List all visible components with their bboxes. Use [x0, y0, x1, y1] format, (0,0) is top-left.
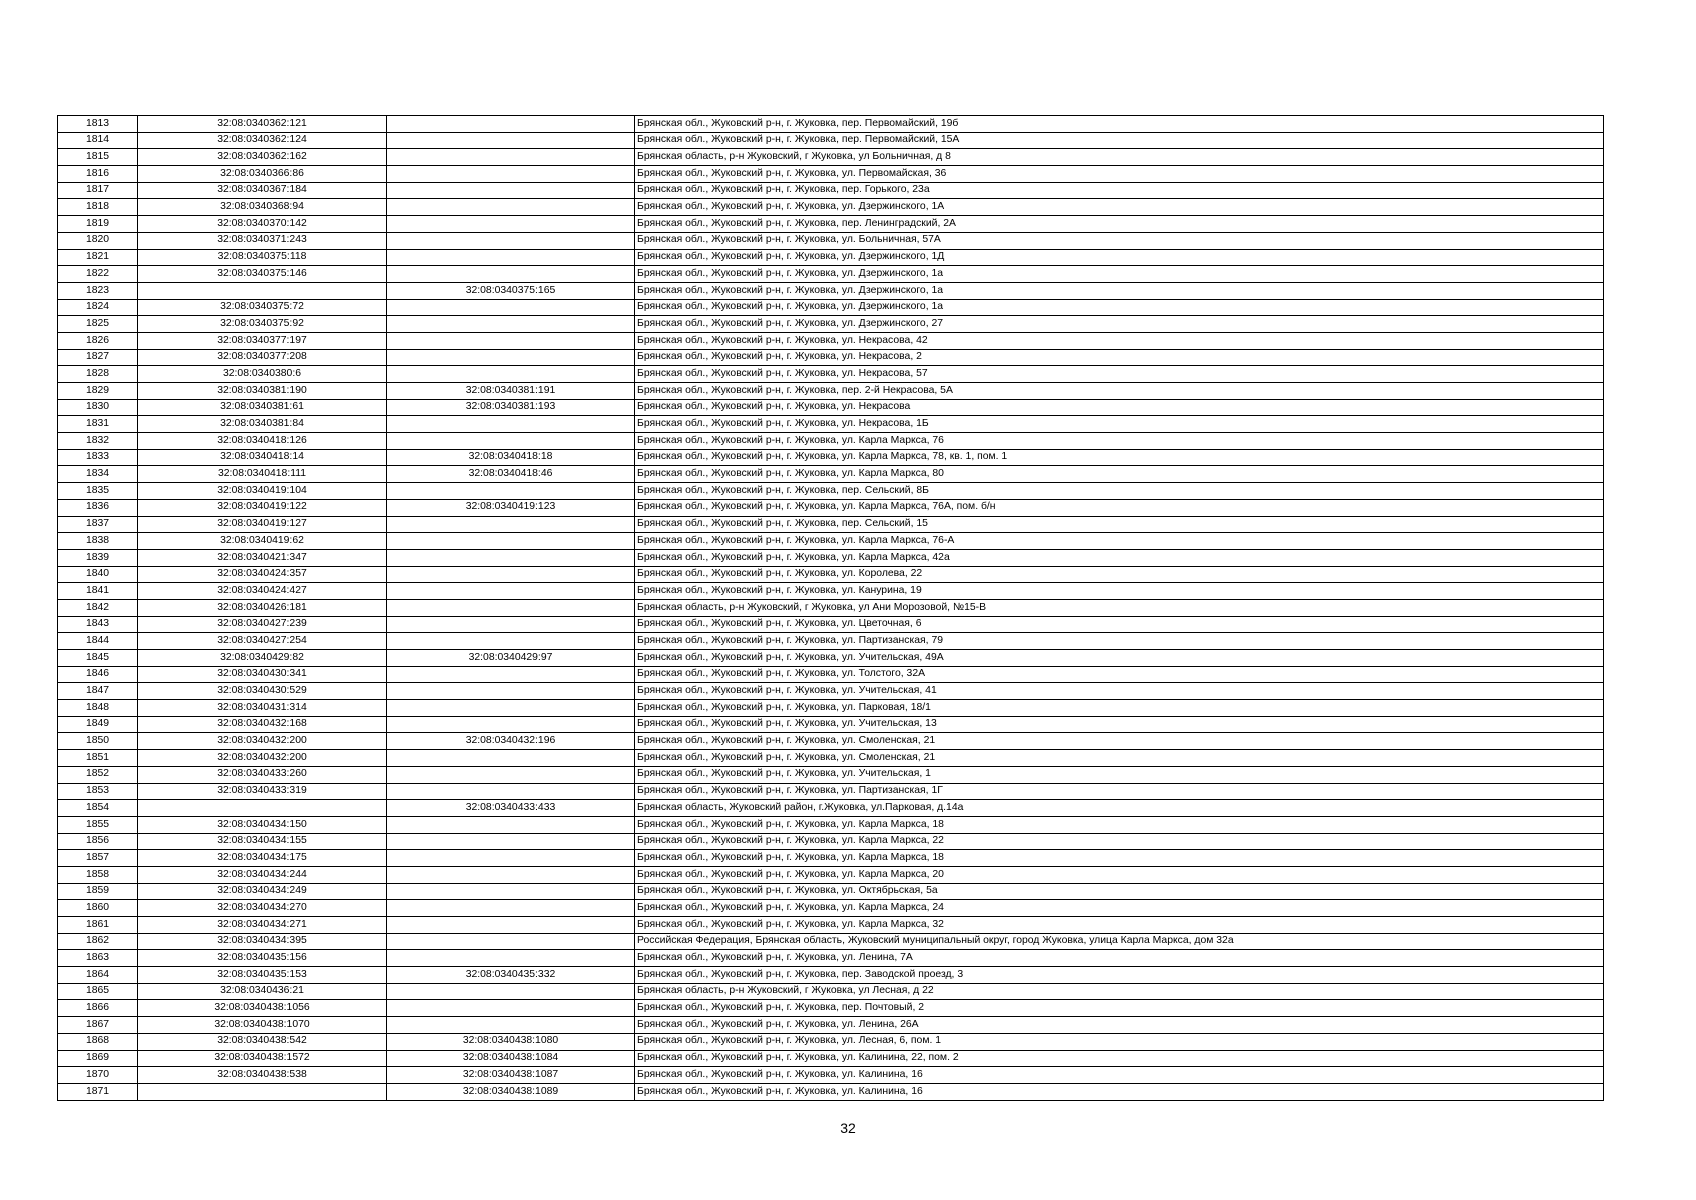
- related-cadastral-number-cell: [387, 783, 635, 800]
- row-number-cell: 1822: [58, 266, 138, 283]
- table-row: [58, 616, 1604, 633]
- row-number-cell: 1858: [58, 866, 138, 883]
- address-cell: Брянская обл., Жуковский р-н, г. Жуковка, ул. Толстого, 32А: [635, 666, 1604, 683]
- table-row: [58, 650, 1604, 667]
- cadastral-number-cell: 32:08:0340434:270: [138, 900, 387, 917]
- related-cadastral-number-cell: 32:08:0340438:1087: [387, 1067, 635, 1084]
- related-cadastral-number-cell: [387, 132, 635, 149]
- cadastral-number-cell: 32:08:0340426:181: [138, 599, 387, 616]
- table-row: [58, 249, 1604, 266]
- address-cell: Брянская обл., Жуковский р-н, г. Жуковка, пер. Первомайский, 15А: [635, 132, 1604, 149]
- cadastral-number-cell: 32:08:0340362:124: [138, 132, 387, 149]
- row-number-cell: 1829: [58, 383, 138, 400]
- address-cell: Брянская обл., Жуковский р-н, г. Жуковка, ул. Парковая, 18/1: [635, 700, 1604, 717]
- address-cell: Брянская обл., Жуковский р-н, г. Жуковка, ул. Лесная, 6, пом. 1: [635, 1033, 1604, 1050]
- row-number-cell: 1844: [58, 633, 138, 650]
- cadastral-number-cell: 32:08:0340381:84: [138, 416, 387, 433]
- related-cadastral-number-cell: [387, 433, 635, 450]
- related-cadastral-number-cell: [387, 616, 635, 633]
- row-number-cell: 1850: [58, 733, 138, 750]
- row-number-cell: 1847: [58, 683, 138, 700]
- address-cell: Брянская обл., Жуковский р-н, г. Жуковка, ул. Некрасова, 57: [635, 366, 1604, 383]
- related-cadastral-number-cell: [387, 232, 635, 249]
- table-row: [58, 116, 1604, 133]
- row-number-cell: 1851: [58, 750, 138, 767]
- cadastral-number-cell: 32:08:0340418:111: [138, 466, 387, 483]
- related-cadastral-number-cell: [387, 716, 635, 733]
- row-number-cell: 1816: [58, 166, 138, 183]
- table-row: [58, 733, 1604, 750]
- address-cell: Брянская обл., Жуковский р-н, г. Жуковка, пер. 2-й Некрасова, 5А: [635, 383, 1604, 400]
- row-number-cell: 1864: [58, 967, 138, 984]
- table-row: [58, 449, 1604, 466]
- row-number-cell: 1814: [58, 132, 138, 149]
- related-cadastral-number-cell: [387, 950, 635, 967]
- table-row: [58, 633, 1604, 650]
- cadastral-number-cell: 32:08:0340432:200: [138, 733, 387, 750]
- row-number-cell: 1837: [58, 516, 138, 533]
- related-cadastral-number-cell: 32:08:0340429:97: [387, 650, 635, 667]
- address-cell: Брянская обл., Жуковский р-н, г. Жуковка, пер. Заводской проезд, 3: [635, 967, 1604, 984]
- related-cadastral-number-cell: [387, 816, 635, 833]
- address-cell: Брянская область, р-н Жуковский, г Жуковка, ул Больничная, д 8: [635, 149, 1604, 166]
- address-cell: Брянская обл., Жуковский р-н, г. Жуковка, ул. Карла Маркса, 20: [635, 866, 1604, 883]
- address-cell: Брянская обл., Жуковский р-н, г. Жуковка, ул. Партизанская, 1Г: [635, 783, 1604, 800]
- cadastral-number-cell: 32:08:0340362:121: [138, 116, 387, 133]
- address-cell: Брянская обл., Жуковский р-н, г. Жуковка, ул. Карла Маркса, 76: [635, 433, 1604, 450]
- table-row: [58, 666, 1604, 683]
- row-number-cell: 1856: [58, 833, 138, 850]
- table-row: [58, 933, 1604, 950]
- cadastral-number-cell: 32:08:0340381:61: [138, 399, 387, 416]
- registry-table-body: [58, 116, 1604, 1101]
- registry-table: [57, 115, 1604, 1101]
- cadastral-number-cell: 32:08:0340366:86: [138, 166, 387, 183]
- address-cell: Брянская обл., Жуковский р-н, г. Жуковка, ул. Учительская, 1: [635, 766, 1604, 783]
- related-cadastral-number-cell: 32:08:0340375:165: [387, 282, 635, 299]
- table-row: [58, 399, 1604, 416]
- table-row: [58, 499, 1604, 516]
- related-cadastral-number-cell: [387, 633, 635, 650]
- address-cell: Брянская обл., Жуковский р-н, г. Жуковка, ул. Дзержинского, 1а: [635, 266, 1604, 283]
- row-number-cell: 1845: [58, 650, 138, 667]
- address-cell: Брянская обл., Жуковский р-н, г. Жуковка, ул. Калинина, 22, пом. 2: [635, 1050, 1604, 1067]
- table-row: [58, 332, 1604, 349]
- cadastral-number-cell: 32:08:0340381:190: [138, 383, 387, 400]
- related-cadastral-number-cell: [387, 366, 635, 383]
- row-number-cell: 1823: [58, 282, 138, 299]
- table-row: [58, 166, 1604, 183]
- cadastral-number-cell: 32:08:0340438:1056: [138, 1000, 387, 1017]
- cadastral-number-cell: 32:08:0340436:21: [138, 983, 387, 1000]
- address-cell: Брянская обл., Жуковский р-н, г. Жуковка, ул. Калинина, 16: [635, 1067, 1604, 1084]
- related-cadastral-number-cell: [387, 900, 635, 917]
- related-cadastral-number-cell: [387, 583, 635, 600]
- table-row: [58, 366, 1604, 383]
- related-cadastral-number-cell: [387, 199, 635, 216]
- address-cell: Брянская обл., Жуковский р-н, г. Жуковка, ул. Некрасова, 2: [635, 349, 1604, 366]
- related-cadastral-number-cell: 32:08:0340381:193: [387, 399, 635, 416]
- row-number-cell: 1813: [58, 116, 138, 133]
- cadastral-number-cell: 32:08:0340424:427: [138, 583, 387, 600]
- address-cell: Брянская обл., Жуковский р-н, г. Жуковка, ул. Карла Маркса, 24: [635, 900, 1604, 917]
- related-cadastral-number-cell: [387, 933, 635, 950]
- related-cadastral-number-cell: [387, 349, 635, 366]
- related-cadastral-number-cell: 32:08:0340433:433: [387, 800, 635, 817]
- table-row: [58, 416, 1604, 433]
- table-row: [58, 800, 1604, 817]
- address-cell: Брянская обл., Жуковский р-н, г. Жуковка, ул. Карла Маркса, 18: [635, 850, 1604, 867]
- cadastral-number-cell: 32:08:0340424:357: [138, 566, 387, 583]
- table-row: [58, 783, 1604, 800]
- cadastral-number-cell: 32:08:0340421:347: [138, 549, 387, 566]
- related-cadastral-number-cell: [387, 116, 635, 133]
- table-row: [58, 516, 1604, 533]
- row-number-cell: 1871: [58, 1083, 138, 1100]
- address-cell: Брянская обл., Жуковский р-н, г. Жуковка, ул. Дзержинского, 1Д: [635, 249, 1604, 266]
- row-number-cell: 1826: [58, 332, 138, 349]
- related-cadastral-number-cell: [387, 566, 635, 583]
- cadastral-number-cell: 32:08:0340438:1070: [138, 1017, 387, 1034]
- table-row: [58, 967, 1604, 984]
- cadastral-number-cell: 32:08:0340430:341: [138, 666, 387, 683]
- address-cell: Брянская обл., Жуковский р-н, г. Жуковка, ул. Калинина, 16: [635, 1083, 1604, 1100]
- row-number-cell: 1849: [58, 716, 138, 733]
- related-cadastral-number-cell: 32:08:0340438:1080: [387, 1033, 635, 1050]
- cadastral-number-cell: 32:08:0340380:6: [138, 366, 387, 383]
- related-cadastral-number-cell: [387, 549, 635, 566]
- table-row: [58, 683, 1604, 700]
- address-cell: Брянская обл., Жуковский р-н, г. Жуковка, ул. Канурина, 19: [635, 583, 1604, 600]
- table-row: [58, 716, 1604, 733]
- cadastral-number-cell: 32:08:0340419:104: [138, 483, 387, 500]
- row-number-cell: 1824: [58, 299, 138, 316]
- address-cell: Брянская область, Жуковский район, г.Жуковка, ул.Парковая, д.14а: [635, 800, 1604, 817]
- table-row: [58, 282, 1604, 299]
- table-row: [58, 700, 1604, 717]
- cadastral-number-cell: 32:08:0340433:260: [138, 766, 387, 783]
- cadastral-number-cell: 32:08:0340432:200: [138, 750, 387, 767]
- row-number-cell: 1828: [58, 366, 138, 383]
- table-row: [58, 182, 1604, 199]
- cadastral-number-cell: 32:08:0340375:72: [138, 299, 387, 316]
- table-row: [58, 1067, 1604, 1084]
- table-row: [58, 216, 1604, 233]
- table-row: [58, 483, 1604, 500]
- table-row: [58, 750, 1604, 767]
- cadastral-number-cell: 32:08:0340433:319: [138, 783, 387, 800]
- related-cadastral-number-cell: [387, 316, 635, 333]
- address-cell: Брянская обл., Жуковский р-н, г. Жуковка, ул. Первомайская, 36: [635, 166, 1604, 183]
- address-cell: Брянская обл., Жуковский р-н, г. Жуковка, ул. Дзержинского, 1а: [635, 282, 1604, 299]
- address-cell: Брянская обл., Жуковский р-н, г. Жуковка, ул. Ленина, 7А: [635, 950, 1604, 967]
- table-row: [58, 232, 1604, 249]
- row-number-cell: 1857: [58, 850, 138, 867]
- related-cadastral-number-cell: [387, 833, 635, 850]
- cadastral-number-cell: 32:08:0340377:208: [138, 349, 387, 366]
- table-row: [58, 132, 1604, 149]
- row-number-cell: 1859: [58, 883, 138, 900]
- row-number-cell: 1834: [58, 466, 138, 483]
- row-number-cell: 1863: [58, 950, 138, 967]
- cadastral-number-cell: 32:08:0340375:92: [138, 316, 387, 333]
- table-row: [58, 983, 1604, 1000]
- row-number-cell: 1832: [58, 433, 138, 450]
- cadastral-number-cell: 32:08:0340427:239: [138, 616, 387, 633]
- row-number-cell: 1843: [58, 616, 138, 633]
- related-cadastral-number-cell: [387, 516, 635, 533]
- cadastral-number-cell: 32:08:0340418:126: [138, 433, 387, 450]
- cadastral-number-cell: 32:08:0340434:155: [138, 833, 387, 850]
- table-row: [58, 1000, 1604, 1017]
- cadastral-number-cell: 32:08:0340430:529: [138, 683, 387, 700]
- row-number-cell: 1821: [58, 249, 138, 266]
- related-cadastral-number-cell: 32:08:0340418:46: [387, 466, 635, 483]
- cadastral-number-cell: 32:08:0340375:118: [138, 249, 387, 266]
- address-cell: Брянская обл., Жуковский р-н, г. Жуковка, ул. Ленина, 26А: [635, 1017, 1604, 1034]
- row-number-cell: 1835: [58, 483, 138, 500]
- table-row: [58, 149, 1604, 166]
- row-number-cell: 1862: [58, 933, 138, 950]
- related-cadastral-number-cell: [387, 249, 635, 266]
- table-row: [58, 917, 1604, 934]
- cadastral-number-cell: 32:08:0340438:542: [138, 1033, 387, 1050]
- address-cell: Брянская обл., Жуковский р-н, г. Жуковка, ул. Карла Маркса, 78, кв. 1, пом. 1: [635, 449, 1604, 466]
- related-cadastral-number-cell: [387, 299, 635, 316]
- row-number-cell: 1831: [58, 416, 138, 433]
- cadastral-number-cell: 32:08:0340438:538: [138, 1067, 387, 1084]
- address-cell: Брянская обл., Жуковский р-н, г. Жуковка, ул. Карла Маркса, 76А, пом. б/н: [635, 499, 1604, 516]
- cadastral-number-cell: 32:08:0340432:168: [138, 716, 387, 733]
- address-cell: Брянская обл., Жуковский р-н, г. Жуковка, ул. Цветочная, 6: [635, 616, 1604, 633]
- related-cadastral-number-cell: [387, 766, 635, 783]
- address-cell: Брянская обл., Жуковский р-н, г. Жуковка, ул. Карла Маркса, 22: [635, 833, 1604, 850]
- address-cell: Брянская обл., Жуковский р-н, г. Жуковка, ул. Королева, 22: [635, 566, 1604, 583]
- cadastral-number-cell: 32:08:0340434:150: [138, 816, 387, 833]
- row-number-cell: 1855: [58, 816, 138, 833]
- address-cell: Брянская область, р-н Жуковский, г Жуковка, ул Ани Морозовой, №15-В: [635, 599, 1604, 616]
- related-cadastral-number-cell: 32:08:0340435:332: [387, 967, 635, 984]
- address-cell: Брянская обл., Жуковский р-н, г. Жуковка, ул. Карла Маркса, 32: [635, 917, 1604, 934]
- row-number-cell: 1867: [58, 1017, 138, 1034]
- address-cell: Брянская обл., Жуковский р-н, г. Жуковка, ул. Октябрьская, 5а: [635, 883, 1604, 900]
- address-cell: Брянская обл., Жуковский р-н, г. Жуковка, ул. Дзержинского, 27: [635, 316, 1604, 333]
- address-cell: Брянская обл., Жуковский р-н, г. Жуковка, ул. Некрасова, 1Б: [635, 416, 1604, 433]
- address-cell: Брянская обл., Жуковский р-н, г. Жуковка, ул. Некрасова: [635, 399, 1604, 416]
- table-row: [58, 549, 1604, 566]
- address-cell: Российская Федерация, Брянская область, Жуковский муниципальный округ, город Жуковка, улица Карла Маркса, дом 32а: [635, 933, 1604, 950]
- row-number-cell: 1853: [58, 783, 138, 800]
- address-cell: Брянская обл., Жуковский р-н, г. Жуковка, пер. Сельский, 8Б: [635, 483, 1604, 500]
- table-row: [58, 950, 1604, 967]
- related-cadastral-number-cell: [387, 750, 635, 767]
- row-number-cell: 1868: [58, 1033, 138, 1050]
- table-row: [58, 583, 1604, 600]
- related-cadastral-number-cell: [387, 866, 635, 883]
- row-number-cell: 1815: [58, 149, 138, 166]
- cadastral-number-cell: [138, 800, 387, 817]
- table-row: [58, 349, 1604, 366]
- table-row: [58, 433, 1604, 450]
- address-cell: Брянская обл., Жуковский р-н, г. Жуковка, ул. Карла Маркса, 80: [635, 466, 1604, 483]
- table-row: [58, 533, 1604, 550]
- cadastral-number-cell: 32:08:0340375:146: [138, 266, 387, 283]
- cadastral-number-cell: 32:08:0340419:127: [138, 516, 387, 533]
- address-cell: Брянская обл., Жуковский р-н, г. Жуковка, ул. Дзержинского, 1А: [635, 199, 1604, 216]
- table-row: [58, 383, 1604, 400]
- row-number-cell: 1865: [58, 983, 138, 1000]
- cadastral-number-cell: 32:08:0340429:82: [138, 650, 387, 667]
- related-cadastral-number-cell: 32:08:0340419:123: [387, 499, 635, 516]
- address-cell: Брянская обл., Жуковский р-н, г. Жуковка, ул. Дзержинского, 1а: [635, 299, 1604, 316]
- table-row: [58, 833, 1604, 850]
- related-cadastral-number-cell: [387, 883, 635, 900]
- row-number-cell: 1818: [58, 199, 138, 216]
- row-number-cell: 1840: [58, 566, 138, 583]
- related-cadastral-number-cell: 32:08:0340418:18: [387, 449, 635, 466]
- table-row: [58, 199, 1604, 216]
- address-cell: Брянская обл., Жуковский р-н, г. Жуковка, пер. Первомайский, 19б: [635, 116, 1604, 133]
- row-number-cell: 1836: [58, 499, 138, 516]
- row-number-cell: 1842: [58, 599, 138, 616]
- page-number: 32: [840, 1120, 856, 1136]
- related-cadastral-number-cell: [387, 216, 635, 233]
- related-cadastral-number-cell: [387, 182, 635, 199]
- address-cell: Брянская обл., Жуковский р-н, г. Жуковка, ул. Учительская, 41: [635, 683, 1604, 700]
- related-cadastral-number-cell: [387, 666, 635, 683]
- related-cadastral-number-cell: [387, 983, 635, 1000]
- address-cell: Брянская обл., Жуковский р-н, г. Жуковка, ул. Партизанская, 79: [635, 633, 1604, 650]
- row-number-cell: 1839: [58, 549, 138, 566]
- related-cadastral-number-cell: [387, 166, 635, 183]
- related-cadastral-number-cell: [387, 850, 635, 867]
- table-row: [58, 599, 1604, 616]
- cadastral-number-cell: 32:08:0340434:244: [138, 866, 387, 883]
- row-number-cell: 1819: [58, 216, 138, 233]
- table-row: [58, 850, 1604, 867]
- table-row: [58, 816, 1604, 833]
- related-cadastral-number-cell: [387, 1017, 635, 1034]
- row-number-cell: 1817: [58, 182, 138, 199]
- related-cadastral-number-cell: [387, 266, 635, 283]
- related-cadastral-number-cell: 32:08:0340438:1089: [387, 1083, 635, 1100]
- related-cadastral-number-cell: 32:08:0340432:196: [387, 733, 635, 750]
- related-cadastral-number-cell: [387, 700, 635, 717]
- row-number-cell: 1833: [58, 449, 138, 466]
- cadastral-number-cell: [138, 1083, 387, 1100]
- cadastral-number-cell: 32:08:0340435:156: [138, 950, 387, 967]
- address-cell: Брянская обл., Жуковский р-н, г. Жуковка, ул. Больничная, 57А: [635, 232, 1604, 249]
- related-cadastral-number-cell: [387, 149, 635, 166]
- row-number-cell: 1869: [58, 1050, 138, 1067]
- row-number-cell: 1848: [58, 700, 138, 717]
- address-cell: Брянская обл., Жуковский р-н, г. Жуковка, ул. Некрасова, 42: [635, 332, 1604, 349]
- row-number-cell: 1866: [58, 1000, 138, 1017]
- cadastral-number-cell: 32:08:0340419:122: [138, 499, 387, 516]
- related-cadastral-number-cell: 32:08:0340438:1084: [387, 1050, 635, 1067]
- related-cadastral-number-cell: [387, 533, 635, 550]
- row-number-cell: 1841: [58, 583, 138, 600]
- cadastral-number-cell: 32:08:0340434:175: [138, 850, 387, 867]
- row-number-cell: 1830: [58, 399, 138, 416]
- cadastral-number-cell: 32:08:0340431:314: [138, 700, 387, 717]
- address-cell: Брянская обл., Жуковский р-н, г. Жуковка, ул. Карла Маркса, 18: [635, 816, 1604, 833]
- cadastral-number-cell: 32:08:0340419:62: [138, 533, 387, 550]
- cadastral-number-cell: [138, 282, 387, 299]
- table-row: [58, 866, 1604, 883]
- table-row: [58, 1050, 1604, 1067]
- table-row: [58, 883, 1604, 900]
- related-cadastral-number-cell: [387, 683, 635, 700]
- row-number-cell: 1820: [58, 232, 138, 249]
- table-row: [58, 766, 1604, 783]
- address-cell: Брянская обл., Жуковский р-н, г. Жуковка, пер. Ленинградский, 2А: [635, 216, 1604, 233]
- cadastral-number-cell: 32:08:0340370:142: [138, 216, 387, 233]
- cadastral-number-cell: 32:08:0340377:197: [138, 332, 387, 349]
- cadastral-number-cell: 32:08:0340438:1572: [138, 1050, 387, 1067]
- related-cadastral-number-cell: [387, 332, 635, 349]
- address-cell: Брянская обл., Жуковский р-н, г. Жуковка, пер. Сельский, 15: [635, 516, 1604, 533]
- row-number-cell: 1860: [58, 900, 138, 917]
- address-cell: Брянская обл., Жуковский р-н, г. Жуковка, ул. Карла Маркса, 42а: [635, 549, 1604, 566]
- address-cell: Брянская обл., Жуковский р-н, г. Жуковка, ул. Учительская, 13: [635, 716, 1604, 733]
- address-cell: Брянская обл., Жуковский р-н, г. Жуковка, ул. Смоленская, 21: [635, 750, 1604, 767]
- cadastral-number-cell: 32:08:0340435:153: [138, 967, 387, 984]
- table-row: [58, 316, 1604, 333]
- address-cell: Брянская область, р-н Жуковский, г Жуковка, ул Лесная, д 22: [635, 983, 1604, 1000]
- table-row: [58, 299, 1604, 316]
- cadastral-number-cell: 32:08:0340434:271: [138, 917, 387, 934]
- table-row: [58, 1017, 1604, 1034]
- cadastral-number-cell: 32:08:0340371:243: [138, 232, 387, 249]
- cadastral-number-cell: 32:08:0340418:14: [138, 449, 387, 466]
- related-cadastral-number-cell: [387, 483, 635, 500]
- cadastral-number-cell: 32:08:0340434:249: [138, 883, 387, 900]
- cadastral-number-cell: 32:08:0340362:162: [138, 149, 387, 166]
- row-number-cell: 1827: [58, 349, 138, 366]
- table-row: [58, 466, 1604, 483]
- row-number-cell: 1870: [58, 1067, 138, 1084]
- table-row: [58, 900, 1604, 917]
- address-cell: Брянская обл., Жуковский р-н, г. Жуковка, ул. Карла Маркса, 76-А: [635, 533, 1604, 550]
- row-number-cell: 1846: [58, 666, 138, 683]
- row-number-cell: 1852: [58, 766, 138, 783]
- table-row: [58, 1033, 1604, 1050]
- cadastral-number-cell: 32:08:0340368:94: [138, 199, 387, 216]
- address-cell: Брянская обл., Жуковский р-н, г. Жуковка, пер. Горького, 23а: [635, 182, 1604, 199]
- related-cadastral-number-cell: 32:08:0340381:191: [387, 383, 635, 400]
- cadastral-number-cell: 32:08:0340367:184: [138, 182, 387, 199]
- table-row: [58, 566, 1604, 583]
- table-row: [58, 266, 1604, 283]
- cadastral-number-cell: 32:08:0340427:254: [138, 633, 387, 650]
- row-number-cell: 1825: [58, 316, 138, 333]
- cadastral-number-cell: 32:08:0340434:395: [138, 933, 387, 950]
- table-row: [58, 1083, 1604, 1100]
- related-cadastral-number-cell: [387, 599, 635, 616]
- row-number-cell: 1838: [58, 533, 138, 550]
- related-cadastral-number-cell: [387, 917, 635, 934]
- related-cadastral-number-cell: [387, 1000, 635, 1017]
- address-cell: Брянская обл., Жуковский р-н, г. Жуковка, пер. Почтовый, 2: [635, 1000, 1604, 1017]
- address-cell: Брянская обл., Жуковский р-н, г. Жуковка, ул. Смоленская, 21: [635, 733, 1604, 750]
- address-cell: Брянская обл., Жуковский р-н, г. Жуковка, ул. Учительская, 49А: [635, 650, 1604, 667]
- row-number-cell: 1861: [58, 917, 138, 934]
- row-number-cell: 1854: [58, 800, 138, 817]
- related-cadastral-number-cell: [387, 416, 635, 433]
